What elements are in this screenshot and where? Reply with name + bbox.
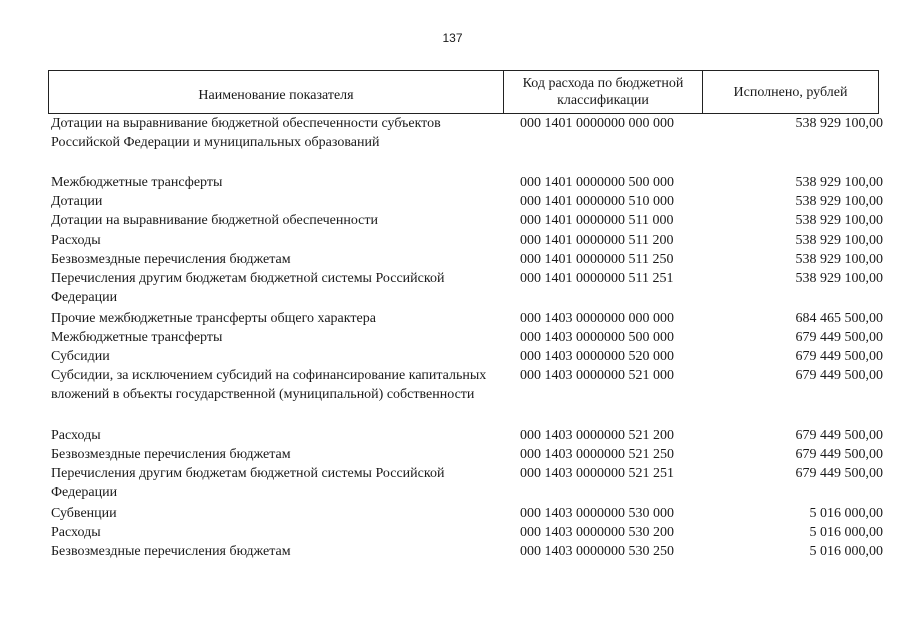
row-code: 000 1401 0000000 511 250 [520, 252, 674, 267]
row-code: 000 1401 0000000 511 200 [520, 233, 674, 248]
row-amount: 679 449 500,00 [795, 447, 883, 462]
row-name: Межбюджетные трансферты [51, 330, 223, 345]
header-amount-column: Исполнено, рублей [733, 84, 848, 100]
row-amount: 538 929 100,00 [795, 116, 883, 131]
row-code: 000 1403 0000000 500 000 [520, 330, 674, 345]
row-amount: 5 016 000,00 [809, 506, 883, 521]
row-amount: 538 929 100,00 [795, 271, 883, 286]
row-amount: 679 449 500,00 [795, 368, 883, 383]
row-name: Расходы [51, 233, 101, 248]
row-code: 000 1403 0000000 521 200 [520, 428, 674, 443]
row-code: 000 1403 0000000 521 000 [520, 368, 674, 383]
row-name: Перечисления другим бюджетам бюджетной системы Российской Федерации [51, 466, 445, 500]
row-code: 000 1401 0000000 500 000 [520, 175, 674, 190]
row-name: Прочие межбюджетные трансферты общего характера [51, 311, 376, 326]
row-amount: 679 449 500,00 [795, 330, 883, 345]
header-code-column: Код расхода по бюджетной классификации [504, 71, 703, 113]
row-amount: 538 929 100,00 [795, 252, 883, 267]
row-code: 000 1403 0000000 530 000 [520, 506, 674, 521]
row-code: 000 1401 0000000 511 000 [520, 213, 674, 228]
row-name: Субсидии, за исключением субсидий на софинансирование капитальных вложений в объекты государственной (муниципальной) собственности [51, 368, 487, 402]
row-name: Субвенции [51, 506, 117, 521]
row-code: 000 1401 0000000 510 000 [520, 194, 674, 209]
row-amount: 538 929 100,00 [795, 175, 883, 190]
row-name: Субсидии [51, 349, 110, 364]
page-number: 137 [442, 31, 463, 45]
row-amount: 5 016 000,00 [809, 544, 883, 559]
header-name-column: Наименование показателя [49, 71, 504, 113]
row-name: Расходы [51, 525, 101, 540]
row-amount: 679 449 500,00 [795, 349, 883, 364]
row-name: Перечисления другим бюджетам бюджетной системы Российской Федерации [51, 271, 445, 305]
row-amount: 538 929 100,00 [795, 213, 883, 228]
row-amount: 538 929 100,00 [795, 233, 883, 248]
row-name: Безвозмездные перечисления бюджетам [51, 447, 291, 462]
row-code: 000 1403 0000000 520 000 [520, 349, 674, 364]
row-name: Расходы [51, 428, 101, 443]
row-code: 000 1401 0000000 000 000 [520, 116, 674, 131]
row-code: 000 1401 0000000 511 251 [520, 271, 674, 286]
row-amount: 5 016 000,00 [809, 525, 883, 540]
row-amount: 684 465 500,00 [795, 311, 883, 326]
row-amount: 679 449 500,00 [795, 466, 883, 481]
row-amount: 679 449 500,00 [795, 428, 883, 443]
row-code: 000 1403 0000000 521 250 [520, 447, 674, 462]
row-name: Межбюджетные трансферты [51, 175, 223, 190]
row-name: Дотации [51, 194, 103, 209]
row-name: Безвозмездные перечисления бюджетам [51, 252, 291, 267]
row-name: Дотации на выравнивание бюджетной обеспеченности [51, 213, 378, 228]
row-code: 000 1403 0000000 530 200 [520, 525, 674, 540]
row-code: 000 1403 0000000 521 251 [520, 466, 674, 481]
row-amount: 538 929 100,00 [795, 194, 883, 209]
row-code: 000 1403 0000000 000 000 [520, 311, 674, 326]
row-name: Безвозмездные перечисления бюджетам [51, 544, 291, 559]
row-name: Дотации на выравнивание бюджетной обеспеченности субъектов Российской Федерации и муниципальных образований [51, 116, 441, 150]
row-code: 000 1403 0000000 530 250 [520, 544, 674, 559]
